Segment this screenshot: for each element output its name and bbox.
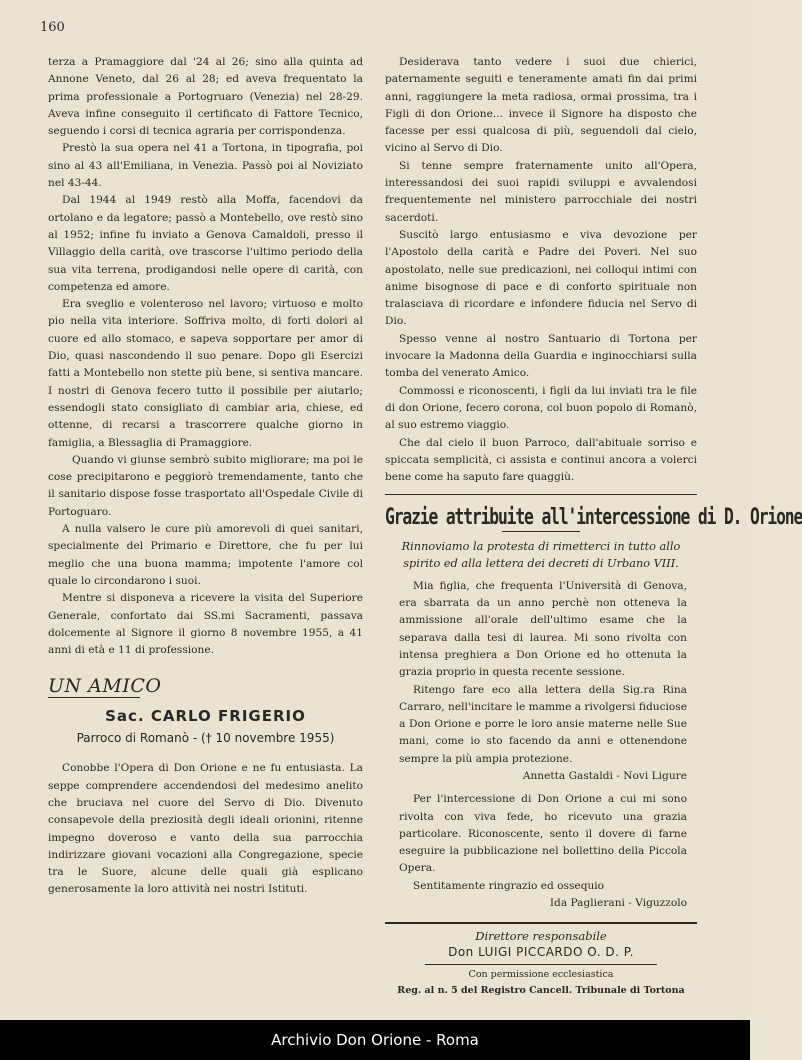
obituary-paragraph: Conobbe l'Opera di Don Orione e ne fu entusiasta. La seppe comprendere accendendosi del medesimo anelito che bruciava nel cuore del Servo di Dio. Divenuto consapevole della preziosità degli ideali orionini, ritenne impegno doveroso e vanto della sua parrocchia indirizzare giovani vocazioni alla Congregazione, specie tra le Suore, alcune delle quali già esplicano generosamente la loro attività nei nostri Istituti. <box>48 762 363 896</box>
grazie-intro: Rinnoviamo la protesta di rimetterci in tutto allo spirito ed alla lettera dei decreti di Urbano VIII. <box>401 539 681 570</box>
page-number: 160 <box>40 20 65 35</box>
paragraph: Mentre si disponeva a ricevere la visita del Superiore Generale, confortato dai SS.mi Sacramenti, passava dolcemente al Signore il giorno 8 novembre 1955, a 41 anni di età e 11 di professione. <box>48 592 363 657</box>
paragraph: Era sveglio e volenteroso nel lavoro; virtuoso e molto pio nella vita interiore. Soffriva molto, di forti dolori al cuore ed allo stomaco, e sapeva sopportare per amor di Dio, quasi nascondendo il suo penare. Dopo gli Esercizi fatti a Montebello non stette più bene, si sentiva mancare. I nostri di Genova fecero tutto il possibile per aiutarlo; essendogli stato consigliato di cambiar aria, chiese, ed ottenne, di recarsi a trascorrere qualche giorno in famiglia, a Blessaglia di Pramaggiore. <box>48 298 363 449</box>
heading-underline <box>502 531 580 532</box>
paragraph: Suscitò largo entusiasmo e viva devozione per l'Apostolo della carità e Padre dei Poveri. Nel suo apostolato, nelle sue predicazioni, nei colloqui intimi con anime bisognose di pace e di conforto spirituale non tralasciava di ricordare e infondere fiducia nel Servo di Dio. <box>385 228 697 328</box>
signature: Annetta Gastaldi - Novi Ligure <box>522 769 687 782</box>
paragraph: Prestò la sua opera nel 41 a Tortona, in tipografia, poi sino al 43 all'Emiliana, in Venezia. Passò poi al Noviziato nel 43-44. <box>48 142 363 190</box>
testimony-1 <box>385 578 697 786</box>
testimony-paragraph: Per l'intercessione di Don Orione a cui mi sono rivolta con viva fede, ho ricevuto una grazia particolare. Riconoscente, sento il dovere di farne eseguire la pubblicazione nel bollettino della Piccola Opera. <box>399 793 687 875</box>
paragraph: Commossi e riconoscenti, i figli da lui inviati tra le file di don Orione, fecero corona, col buon popolo di Romanò, al suo estremo viaggio. <box>385 384 697 432</box>
permission-note: Con permissione ecclesiastica <box>425 964 657 983</box>
registration-note: Reg. al n. 5 del Registro Cancell. Tribunale di Tortona <box>397 985 685 997</box>
paragraph: A nulla valsero le cure più amorevoli di quei sanitari, specialmente del Primario e Direttore, che fu per lui meglio che una buona mamma; impotente l'amore col quale lo circondarono i suoi. <box>48 523 363 587</box>
obituary-subtitle: Parroco di Romanò - († 10 novembre 1955) <box>76 731 335 746</box>
testimony-paragraph: Mia figlia, che frequenta l'Università di Genova, era sbarrata da un anno perchè non otteneva la ammissione all'orale dell'ultimo esame che la separava dalla tesi di laurea. Mi sono rivolta con intensa preghiera a Don Orione ed ho ottenuta la grazia proprio in questa recente sessione. <box>399 579 687 679</box>
director-label: Direttore responsabile <box>475 929 607 944</box>
grazie-heading: Grazie attribuite all'intercessione di D. Orione <box>385 505 802 531</box>
testimony-paragraph: Ritengo fare eco alla lettera della Sig.ra Rina Carraro, nell'incitare le mamme a rivolgersi fiduciose a Don Orione e porre le loro ansie materne nelle Sue mani, come io sto facendo da anni e ottenendone sempre la più ampia protezione. <box>399 683 688 765</box>
director-name: Don LUIGI PICCARDO O. D. P. <box>448 945 634 960</box>
paragraph: terza a Pramaggiore dal '24 al 26; sino alla quinta ad Annone Veneto, dal 26 al 28; ed aveva frequentato la prima professionale a Portogruaro (Venezia) nel 28-29. Aveva infine conseguito il certificato di Fattore Tecnico, seguendo i corsi di tecnica agraria per corrispondenza. <box>48 56 363 138</box>
section-divider <box>385 494 697 495</box>
paragraph: Quando vi giunse sembrò subito migliorare; ma poi le cose precipitarono e peggiorò tremendamente, tanto che il sanitario dispose fosse trasportato all'Ospedale Civile di Portoguaro. <box>48 453 363 518</box>
archive-footer: Archivio Don Orione - Roma <box>0 1020 750 1060</box>
obituary-name: Sac. CARLO FRIGERIO <box>105 707 306 726</box>
colophon <box>385 922 697 999</box>
paragraph: Si tenne sempre fraternamente unito all'Opera, interessandosi dei suoi rapidi sviluppi e avvalendosi frequentemente nel ministero parrocchiale dei nostri sacerdoti. <box>385 159 697 224</box>
obituary-heading: UN AMICO <box>48 675 162 698</box>
paragraph: Che dal cielo il buon Parroco, dall'abituale sorriso e spiccata semplicità, ci assista e continui ancora a volerci bene come ha saputo fare quaggiù. <box>385 436 697 484</box>
signature: Ida Paglierani - Viguzzolo <box>549 897 687 910</box>
testimony-2 <box>385 791 697 912</box>
testimony-paragraph: Sentitamente ringrazio ed ossequio <box>413 879 605 892</box>
paragraph: Spesso venne al nostro Santuario di Tortona per invocare la Madonna della Guardia e inginocchiarsi sulla tomba del venerato Amico. <box>385 332 697 380</box>
left-column <box>48 54 363 899</box>
paragraph: Dal 1944 al 1949 restò alla Moffa, facendovi da ortolano e da legatore; passò a Montebello, ove restò sino al 1952; infine fu inviato a Genova Camaldoli, presso il Villaggio della carità, ove trascorse l'ultimo periodo della sua vita terrena, prodigandosi nelle opere di carità, con competenza ed amore. <box>48 194 363 293</box>
paragraph: Desiderava tanto vedere i suoi due chierici, paternamente seguiti e teneramente amati fin dai primi anni, raggiungere la meta radiosa, ormai prossima, tra i Figli di don Orione... invece il Signore ha disposto che facesse per essi qualcosa di più, seguendoli dal cielo, vicino al Servo di Dio. <box>385 56 697 155</box>
heading-underline <box>48 697 140 698</box>
right-column <box>385 54 802 999</box>
